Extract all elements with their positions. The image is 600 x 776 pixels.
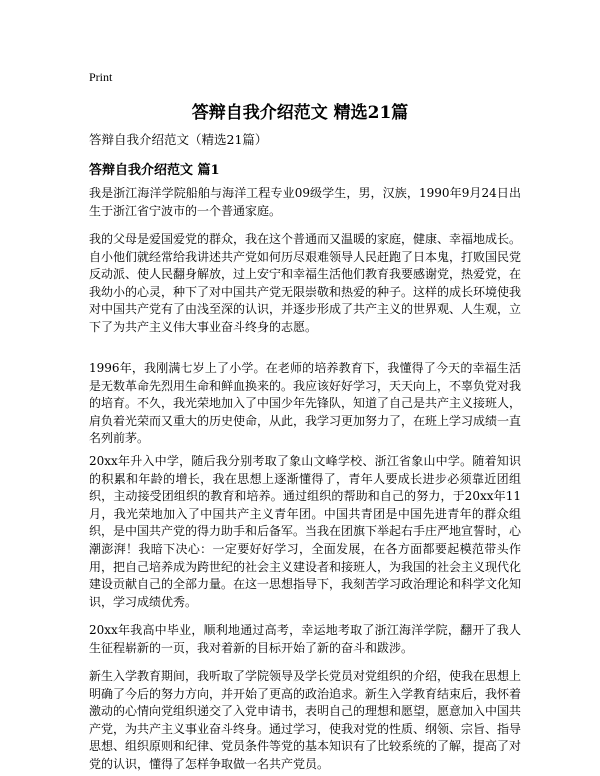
print-link[interactable]: Print — [89, 70, 113, 84]
section-heading: 答辩自我介绍范文 篇1 — [89, 163, 220, 178]
paragraph-2: 我的父母是爱国爱党的群众，我在这个普通而又温暖的家庭，健康、幸福地成长。自小他们就经常给我讲述共产党如何历尽艰难领导人民赶跑了日本鬼，打败国民党反动派、使人民翻身解放，过上安宁和幸福生活他们教育我要感谢党，热爱党，在我幼小的心灵，种下了对中国共产党无限崇敬和热爱的种子。这样的成长环境使我对中国共产党有了由浅至深的认识，并逐步形成了共产主义的世界观、人生观，立下了为共产主义伟大事业奋斗终身的志愿。 — [89, 232, 522, 334]
paragraph-4: 20xx年升入中学，随后我分别考取了象山文峰学校、浙江省象山中学。随着知识的积累和年龄的增长，我在思想上逐渐懂得了，青年人要成长进步必须靠近团组织，主动接受团组织的教育和培养。通过组织的帮助和自己的努力，于20xx年11月，我光荣地加入了中国共产主义青年团。中国共青团是中国先进青年的群众组织，是中国共产党的得力助手和后备军。当我在团旗下举起右手庄严地宣誓时，心潮澎湃！我暗下决心：一定要好好学习，全面发展，在各方面都要起模范带头作用，把自己培养成为跨世纪的社会主义建设者和接班人，为我国的社会主义现代化建设贡献自己的全部力量。在这一思想指导下，我刻苦学习政治理论和科学文化知识，学习成绩优秀。 — [89, 454, 522, 609]
paragraph-5: 20xx年我高中毕业，顺利地通过高考，幸运地考取了浙江海洋学院，翻开了我人生征程崭新的一页，我对着新的目标开始了新的奋斗和跋涉。 — [89, 623, 521, 655]
paragraph-6: 新生入学教育期间，我听取了学院领导及学长党员对党组织的介绍，使我在思想上明确了今后的努力方向，并开始了更高的政治追求。新生入学教育结束后，我怀着激动的心情向党组织递交了入党申请书，表明自己的理想和愿望，愿意加入中国共产党，为共产主义事业奋斗终身。通过学习，使我对党的性质、纲领、宗旨、指导思想、组织原则和纪律、党员条件等党的基本知识有了比较系统的了解，提高了对党的认识，懂得了怎样争取做一名共产党员。 — [89, 669, 522, 771]
paragraph-1: 我是浙江海洋学院船舶与海洋工程专业09级学生，男，汉族，1990年9月24日出生于浙江省宁波市的一个普通家庭。 — [89, 186, 521, 218]
page-title: 答辩自我介绍范文 精选21篇 — [191, 103, 409, 123]
document-subtitle: 答辩自我介绍范文（精选21篇） — [89, 132, 268, 147]
paragraph-3: 1996年，我刚满七岁上了小学。在老师的培养教育下，我懂得了今天的幸福生活是无数革命先烈用生命和鲜血换来的。我应该好好学习，天天向上，不辜负党对我的培育。不久，我光荣地加入了中国少年先锋队，知道了自己是共产主义接班人，肩负着光荣而又重大的历史使命，从此，我学习更加努力了，在班上学习成绩一直名列前茅。 — [89, 361, 522, 446]
